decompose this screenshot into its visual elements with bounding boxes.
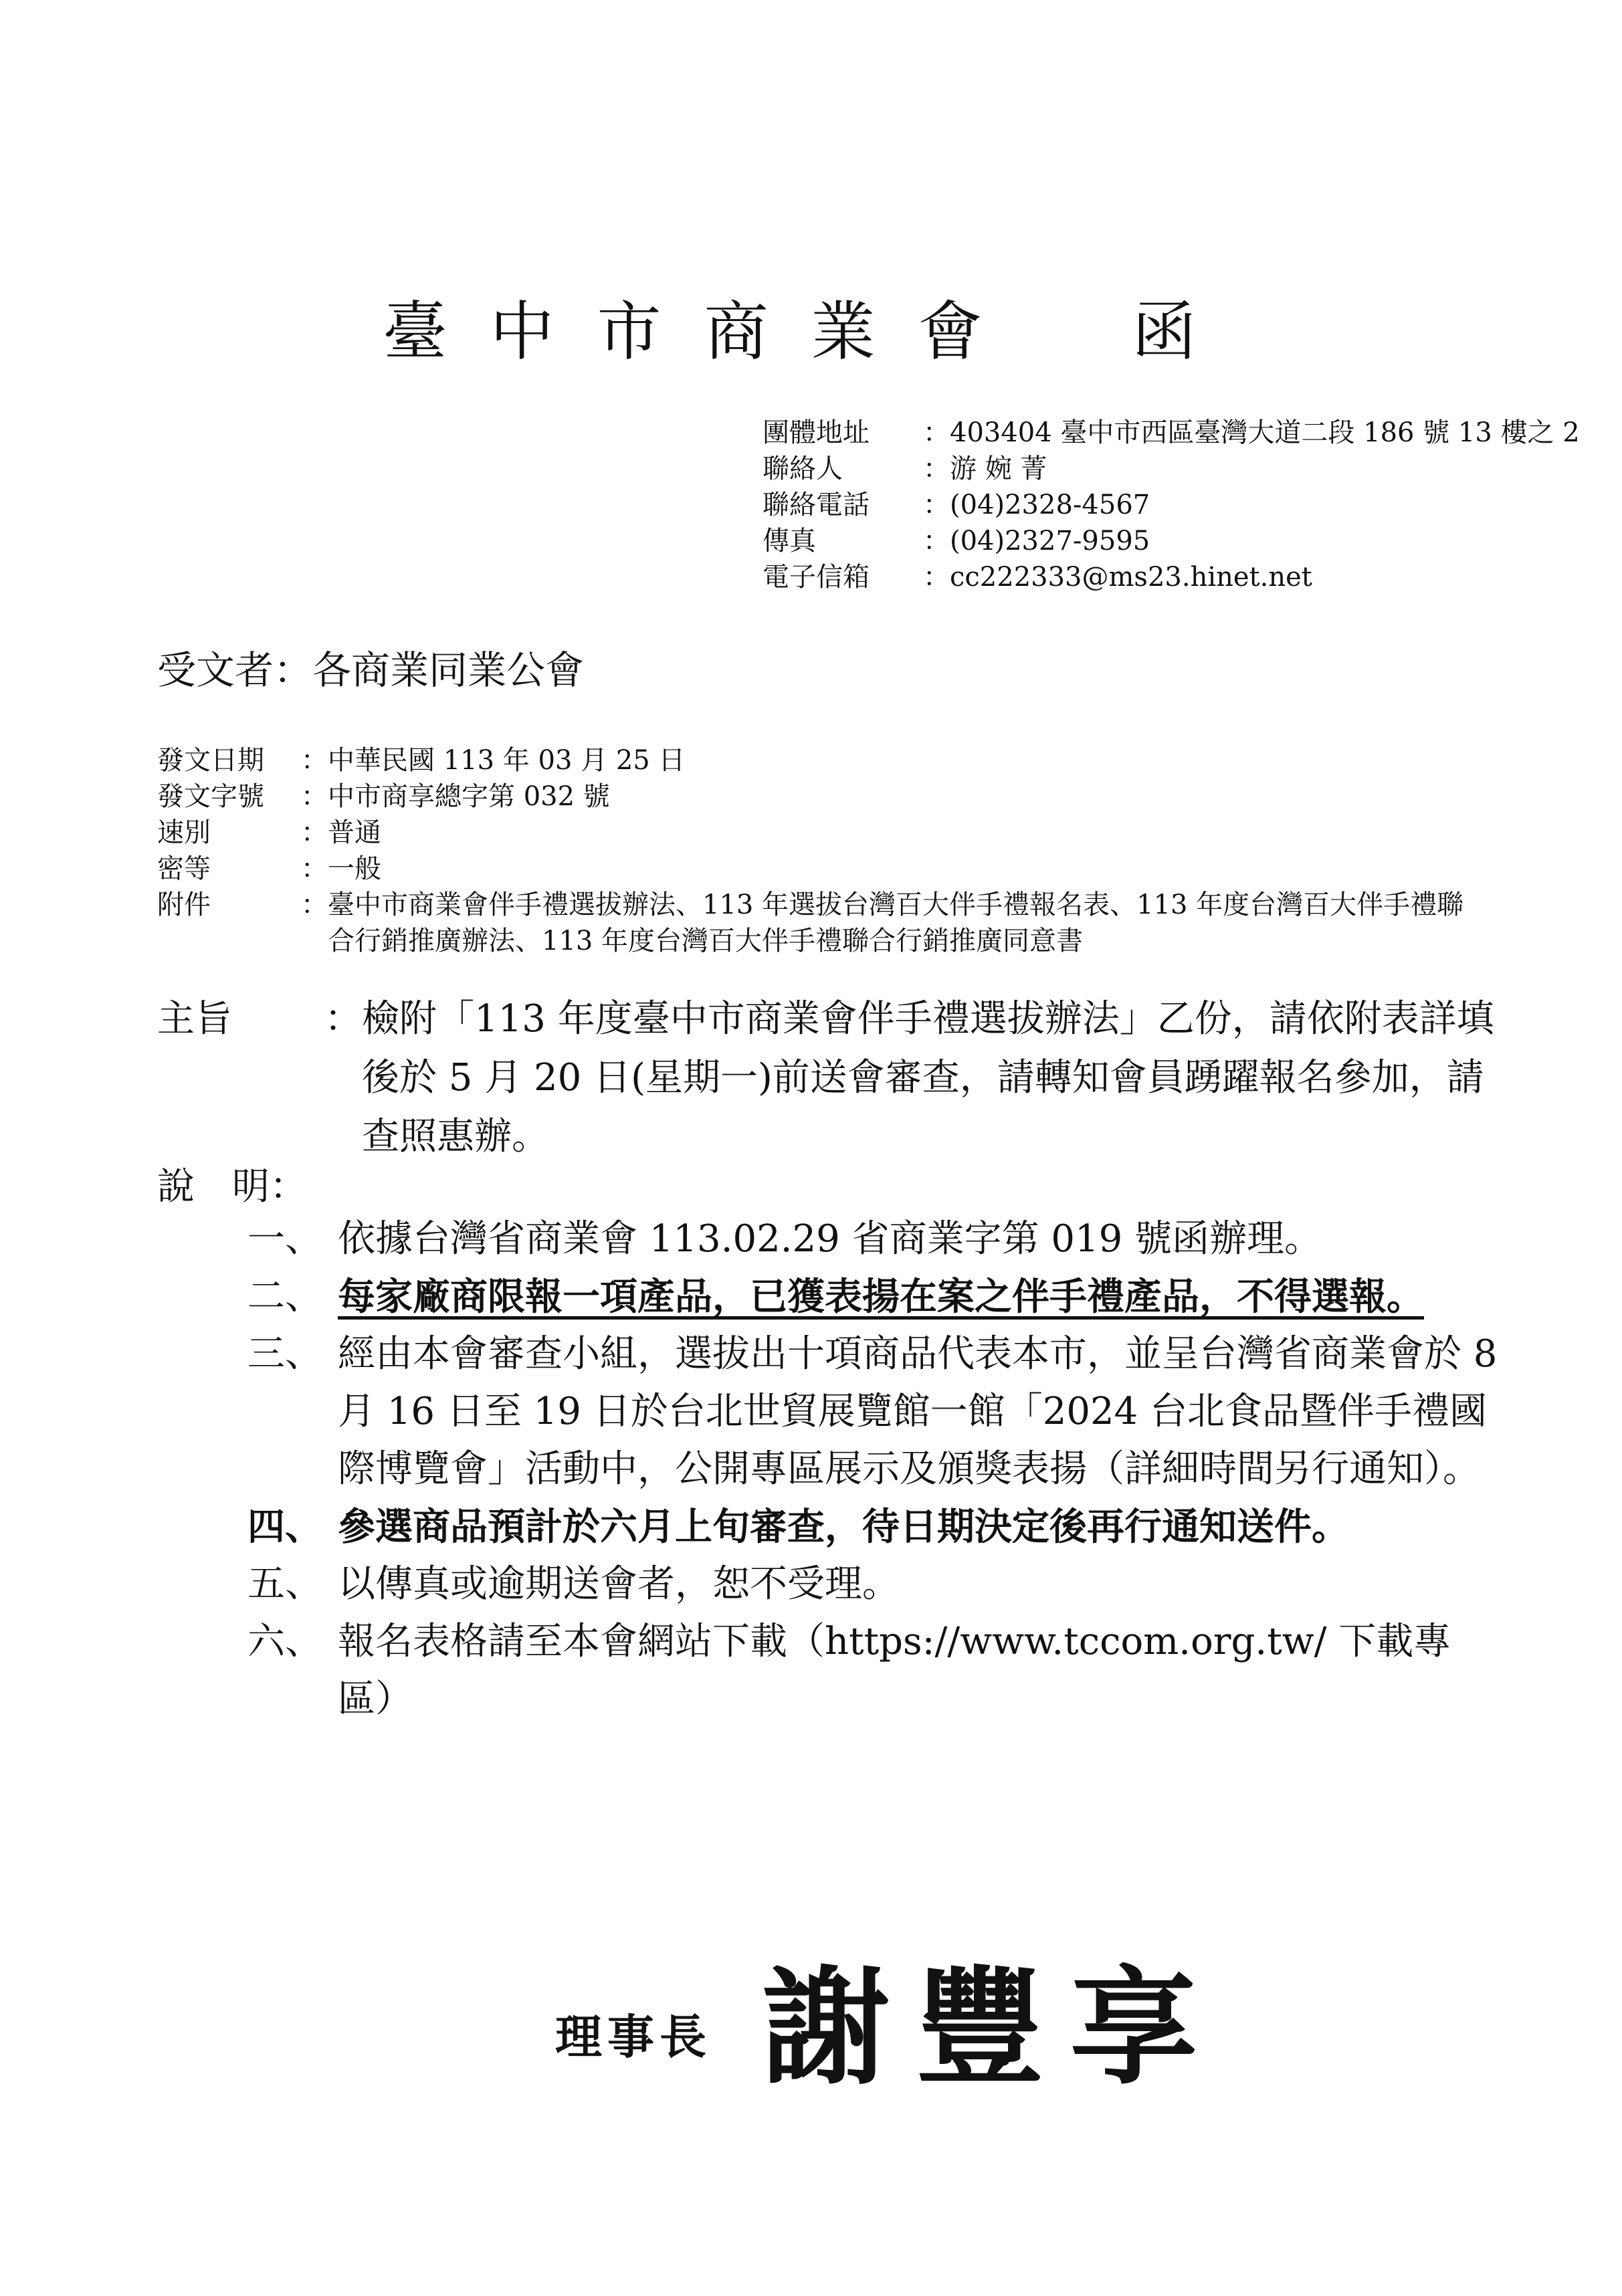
meta-speed: 速別 ： 普通: [157, 815, 1478, 851]
signature-role: 理事長: [555, 2009, 712, 2065]
contact-value: 403404 臺中市西區臺灣大道二段 186 號 13 樓之 2: [950, 417, 1580, 448]
contact-address: 團體地址 ： 403404 臺中市西區臺灣大道二段 186 號 13 樓之 2: [763, 415, 1580, 451]
list-item: 三、 經由本會審查小組，選拔出十項商品代表本市，並呈台灣省商業會於 8 月 16 日至 19 日於台北世貿展覽館一館「2024 台北食品暨伴手禮國際博覽會」活動中，公開專區展示及頒獎表揚（詳細時間另行通知）。: [247, 1332, 1498, 1491]
contact-label: 傳真: [763, 526, 816, 556]
subject-text: 檢附「113 年度臺中市商業會伴手禮選拔辦法」乙份，請依附表詳填後於 5 月 20 日(星期一)前送會審查，請轉知會員踴躍報名參加，請 查照惠辦。: [362, 997, 1522, 1158]
document-title: 臺中市商業會 函: [383, 294, 1239, 369]
contact-value: 游 婉 菁: [950, 453, 1047, 484]
meta-label: 發文字號: [157, 781, 264, 812]
list-item: 五、 以傳真或逾期送會者，恕不受理。: [247, 1562, 900, 1606]
meta-label: 密等: [157, 853, 211, 884]
list-item: 四、 參選商品預計於六月上旬審查，待日期決定後再行通知送件。: [247, 1505, 1349, 1549]
meta-value: 普通: [328, 817, 381, 848]
meta-label: 發文日期: [157, 745, 264, 776]
contact-value: (04)2328-4567: [950, 490, 1150, 520]
meta-label: 附件: [157, 890, 211, 920]
meta-label: 速別: [157, 817, 211, 848]
explanation-label: 說 明：: [157, 1165, 307, 1209]
meta-number: 發文字號 ： 中市商享總字第 032 號: [157, 778, 1478, 815]
recipient-label: 受文者：: [157, 647, 313, 693]
contact-phone: 聯絡電話 ： (04)2328-4567: [763, 487, 1580, 523]
contact-label: 團體地址: [763, 417, 870, 448]
meta-date: 發文日期 ： 中華民國 113 年 03 月 25 日: [157, 742, 1478, 778]
meta-value: 一般: [328, 853, 381, 884]
contact-email: 電子信箱 ： cc222333@ms23.hinet.net: [763, 559, 1580, 595]
contact-label: 聯絡電話: [763, 490, 870, 520]
list-item: 六、 報名表格請至本會網站下載（https://www.tccom.org.tw/ 下載專區）: [247, 1620, 1451, 1721]
list-item: 二、 每家廠商限報一項產品，已獲表揚在案之伴手禮產品，不得選報。: [247, 1275, 1424, 1319]
signature-name: 謝豐享: [763, 1953, 1225, 2102]
explanation-list: [247, 1211, 1505, 1728]
recipient-line: [157, 639, 584, 695]
subject-block: 主旨 ： 檢附「113 年度臺中市商業會伴手禮選拔辦法」乙份，請依附表詳填後於 5 月 20 日(星期一)前送會審查，請轉知會員踴躍報名參加，請 查照惠辦。: [157, 990, 1495, 1166]
contact-value: (04)2327-9595: [950, 526, 1150, 556]
contact-value: cc222333@ms23.hinet.net: [950, 562, 1312, 593]
meta-value: 中華民國 113 年 03 月 25 日: [328, 745, 686, 776]
recipient-value: 各商業同業公會: [312, 647, 585, 693]
meta-value: 中市商享總字第 032 號: [328, 781, 610, 812]
meta-value: 臺中市商業會伴手禮選拔辦法、113 年選拔台灣百大伴手禮報名表、113 年度台灣百大伴手禮聯合行銷推廣辦法、113 年度台灣百大伴手禮聯合行銷推廣同意書: [328, 890, 1464, 956]
contact-person: 聯絡人 ： 游 婉 菁: [763, 451, 1580, 487]
subject-label: 主旨: [157, 997, 232, 1041]
list-item: 一、 依據台灣省商業會 113.02.29 省商業字第 019 號函辦理。: [247, 1217, 1322, 1261]
meta-attachment: 附件 ： 臺中市商業會伴手禮選拔辦法、113 年選拔台灣百大伴手禮報名表、113 年度台灣百大伴手禮聯合行銷推廣辦法、113 年度台灣百大伴手禮聯合行銷推廣同意書: [157, 887, 1478, 959]
contact-label: 聯絡人: [763, 453, 843, 484]
contact-fax: 傳真 ： (04)2327-9595: [763, 523, 1580, 559]
contact-block: [763, 415, 1580, 595]
meta-block: [157, 742, 1478, 959]
contact-label: 電子信箱: [763, 562, 870, 593]
meta-secrecy: 密等 ： 一般: [157, 851, 1478, 887]
